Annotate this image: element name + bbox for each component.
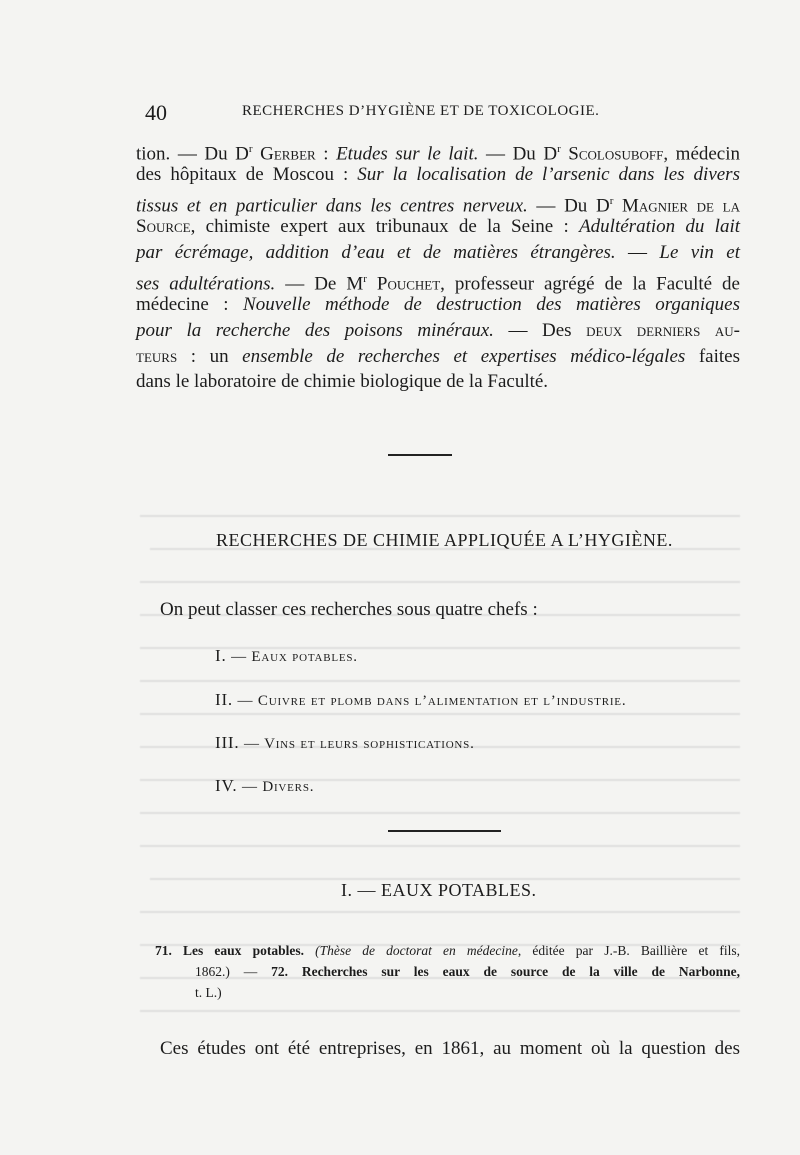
text-line: tissus et en particulier dans les centres nerveux. — Du $D^r$ Magnier de la [136, 195, 740, 217]
text-line: teurs : un ensemble de recherches et expertises médico-légales faites [136, 346, 740, 367]
text-line: Ces études ont été entreprises, en 1861, au moment où la question des [160, 1038, 740, 1059]
list-item: IV. — Divers. [215, 776, 315, 795]
running-title: RECHERCHES D’HYGIÈNE ET DE TOXICOLOGIE. [242, 103, 600, 119]
footnote-line: t. L.) [195, 985, 222, 1000]
text-line: pour la recherche des poisons minéraux. — Des deux derniers au- [136, 320, 740, 341]
text-line: Source, chimiste expert aux tribunaux de la Seine : Adultération du lait [136, 216, 741, 237]
text-line: des hôpitaux de Moscou : Sur la localisation de l’arsenic dans les divers [136, 164, 740, 185]
subsection-divider [388, 830, 501, 832]
text-line: ses adultérations. — De $M^r$ Pouchet, professeur agrégé de la Faculté de [136, 273, 740, 295]
list-item: III. — Vins et leurs sophistications. [215, 733, 475, 752]
text-line: par écrémage, addition d’eau et de matières étrangères. — Le vin et [136, 242, 740, 263]
list-item: II. — Cuivre et plomb dans l’alimentation et l’industrie. [215, 690, 627, 709]
subsection-heading: I. — EAUX POTABLES. [341, 880, 537, 900]
text-line: tion. — Du $D^r$ Gerber : Etudes sur le lait. — Du $D^r$ Scolosuboff, médecin [136, 143, 741, 165]
page-header [145, 100, 740, 126]
section-divider [388, 454, 452, 456]
text-line: médecine : Nouvelle méthode de destruction des matières organiques [136, 294, 740, 315]
intro-sentence: On peut classer ces recherches sous quatre chefs : [160, 599, 538, 620]
section-heading: RECHERCHES DE CHIMIE APPLIQUÉE A L’HYGIÈNE. [216, 530, 673, 550]
list-item: I. — Eaux potables. [215, 646, 358, 665]
footnote-line: 1862.) — 72. Recherches sur les eaux de source de la ville de Narbonne, [195, 964, 740, 979]
footnote-line: 71. Les eaux potables. (Thèse de doctorat en médecine, éditée par J.-B. Baillière et fils, [155, 943, 740, 958]
text-line: dans le laboratoire de chimie biologique de la Faculté. [136, 371, 549, 392]
page-number: 40 [145, 100, 167, 125]
